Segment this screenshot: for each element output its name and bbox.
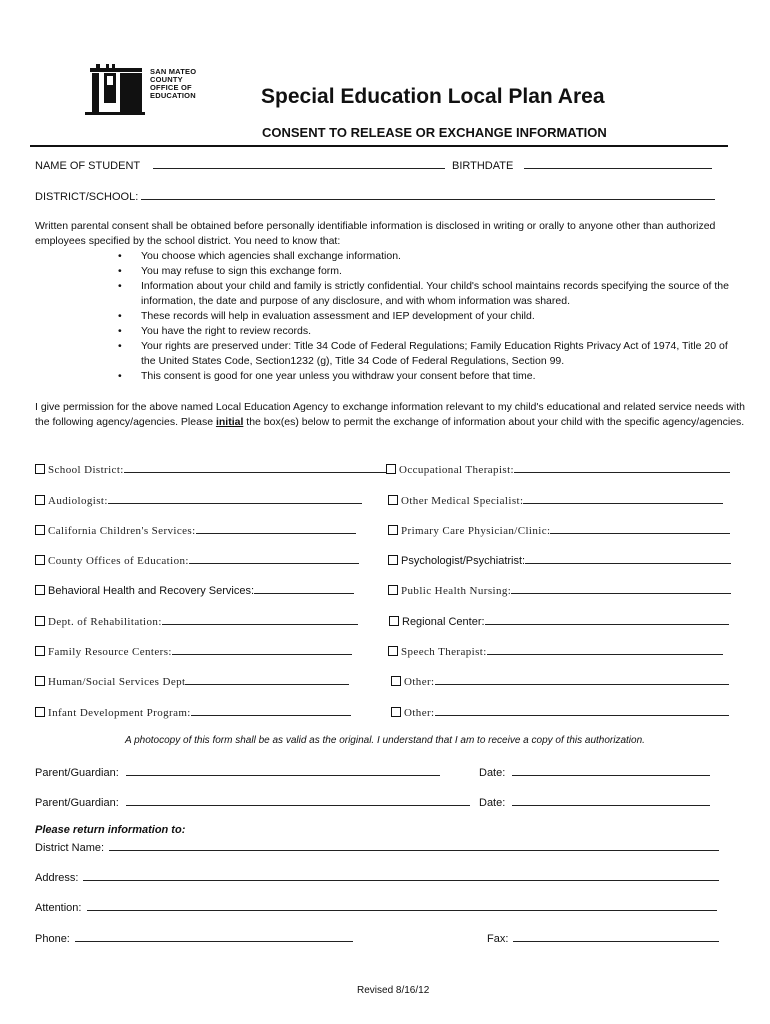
parent-guardian-signature-field[interactable]	[126, 794, 470, 806]
parent-guardian-row-1	[35, 764, 440, 779]
list-item: • You have the right to review records.	[118, 325, 312, 337]
address-row	[35, 869, 719, 884]
agency-psychologist[interactable]: Psychologist/Psychiatrist:	[388, 552, 731, 567]
county-logo	[82, 62, 222, 122]
logo-line: EDUCATION	[150, 91, 196, 100]
form-subtitle: CONSENT TO RELEASE OR EXCHANGE INFORMATION	[262, 125, 607, 140]
list-item: • These records will help in evaluation assessment and IEP development of your child.	[118, 310, 535, 322]
checkbox[interactable]	[388, 646, 398, 656]
line-field[interactable]	[196, 522, 356, 534]
logo-line: COUNTY	[150, 75, 183, 84]
list-item: • This consent is good for one year unless you withdraw your consent before that time.	[118, 370, 536, 382]
agency-dept-rehabilitation[interactable]: Dept. of Rehabilitation:	[35, 613, 358, 628]
header-divider	[30, 145, 728, 147]
district-name-field[interactable]	[109, 839, 719, 851]
checkbox[interactable]	[389, 616, 399, 626]
fax-row	[487, 930, 719, 945]
line-field[interactable]	[514, 461, 730, 473]
date-label: Date:	[479, 767, 506, 779]
phone-row	[35, 930, 353, 945]
checkbox[interactable]	[388, 585, 398, 595]
revision-date: Revised 8/16/12	[357, 985, 430, 996]
checkbox[interactable]	[388, 525, 398, 535]
agency-other-medical-specialist[interactable]: Other Medical Specialist:	[388, 492, 723, 507]
attention-field[interactable]	[87, 899, 717, 911]
date-field[interactable]	[512, 764, 710, 776]
checkbox[interactable]	[386, 464, 396, 474]
line-field[interactable]	[550, 522, 730, 534]
line-field[interactable]	[485, 613, 729, 625]
building-logo-icon	[82, 62, 146, 120]
district-school-label: DISTRICT/SCHOOL:	[35, 191, 139, 203]
checkbox[interactable]	[35, 616, 45, 626]
date-label: Date:	[479, 797, 506, 809]
line-field[interactable]	[523, 492, 723, 504]
line-field[interactable]	[172, 643, 352, 655]
checkbox[interactable]	[35, 495, 45, 505]
line-field[interactable]	[487, 643, 723, 655]
birthdate-label: BIRTHDATE	[452, 160, 514, 172]
agency-infant-development[interactable]: Infant Development Program:	[35, 704, 351, 719]
student-name-row	[35, 157, 445, 172]
checkbox[interactable]	[35, 676, 45, 686]
district-school-field[interactable]	[141, 188, 715, 200]
logo-line: OFFICE OF	[150, 83, 192, 92]
parent-guardian-label: Parent/Guardian:	[35, 797, 119, 809]
list-item: • You may refuse to sign this exchange form.	[118, 265, 342, 277]
checkbox[interactable]	[35, 555, 45, 565]
agency-audiologist[interactable]: Audiologist:	[35, 492, 362, 507]
district-name-label: District Name:	[35, 842, 105, 854]
checkbox[interactable]	[35, 707, 45, 717]
logo-line: SAN MATEO	[150, 67, 197, 76]
agency-occupational-therapist[interactable]: Occupational Therapist:	[386, 461, 730, 476]
phone-field[interactable]	[75, 930, 353, 942]
line-field[interactable]	[124, 461, 388, 473]
attention-label: Attention:	[35, 902, 82, 914]
agency-county-offices[interactable]: County Offices of Education:	[35, 552, 359, 567]
checkbox[interactable]	[388, 555, 398, 565]
parent-guardian-signature-field[interactable]	[126, 764, 440, 776]
agency-school-district[interactable]: School District:	[35, 461, 388, 476]
line-field[interactable]	[189, 552, 359, 564]
phone-label: Phone:	[35, 933, 70, 945]
list-item: • Your rights are preserved under: Title 34 Code of Federal Regulations; Family Education Rights Privacy Act of 1974, Title 20 of the United States Code, Section1232 (g), Title 34 Code of Federal Regulations, Section 99.	[118, 340, 728, 367]
intro-paragraph: Written parental consent shall be obtained before personally identifiable information is disclosed in writing or orally to anyone other than authorized employees specified by the school district. You need to know that:	[35, 220, 716, 247]
checkbox[interactable]	[391, 707, 401, 717]
page-title: Special Education Local Plan Area	[261, 85, 605, 108]
address-label: Address:	[35, 872, 79, 884]
line-field[interactable]	[162, 613, 358, 625]
permission-paragraph: I give permission for the above named Local Education Agency to exchange information relevant to my child's educational and related service needs with the following agency/agencies. Please initial the box(es) below to permit the exchange of information about your child with the specific agency/agencies.	[35, 401, 746, 428]
birthdate-field[interactable]	[524, 157, 712, 169]
agency-human-social-services[interactable]: Human/Social Services Dept	[35, 673, 349, 688]
list-item: • Information about your child and family is strictly confidential. Your child's school maintains records specifying the source of the information, the date and purpose of any disclosure, and with whom information was shared.	[118, 280, 729, 307]
fax-field[interactable]	[513, 930, 719, 942]
checkbox[interactable]	[35, 585, 45, 595]
checkbox[interactable]	[35, 525, 45, 535]
agency-primary-care[interactable]: Primary Care Physician/Clinic:	[388, 522, 730, 537]
date-row-2	[479, 794, 710, 809]
checkbox[interactable]	[35, 646, 45, 656]
line-field[interactable]	[254, 582, 354, 594]
student-name-label: NAME OF STUDENT	[35, 160, 140, 172]
checkbox[interactable]	[391, 676, 401, 686]
agency-family-resource-centers[interactable]: Family Resource Centers:	[35, 643, 352, 658]
date-row-1	[479, 764, 710, 779]
agency-behavioral-health[interactable]: Behavioral Health and Recovery Services:	[35, 582, 354, 597]
fax-label: Fax:	[487, 933, 509, 945]
photocopy-note: A photocopy of this form shall be as valid as the original. I understand that I am to receive a copy of this authorization.	[125, 735, 645, 746]
line-field[interactable]	[191, 704, 351, 716]
district-school-row	[35, 188, 715, 203]
line-field[interactable]	[108, 492, 362, 504]
agency-california-childrens-services[interactable]: California Children's Services:	[35, 522, 356, 537]
agency-other-2[interactable]: Other:	[391, 704, 729, 719]
list-item: • You choose which agencies shall exchange information.	[118, 250, 401, 262]
line-field[interactable]	[511, 582, 731, 594]
agency-speech-therapist[interactable]: Speech Therapist:	[388, 643, 723, 658]
line-field[interactable]	[435, 673, 729, 685]
rights-list	[35, 249, 745, 384]
address-field[interactable]	[83, 869, 719, 881]
parent-guardian-label: Parent/Guardian:	[35, 767, 119, 779]
line-field[interactable]	[185, 673, 349, 685]
student-name-field[interactable]	[153, 157, 445, 169]
return-info-heading: Please return information to:	[35, 824, 186, 836]
line-field[interactable]	[435, 704, 729, 716]
agency-public-health-nursing[interactable]: Public Health Nursing:	[388, 582, 731, 597]
birthdate-row	[452, 157, 712, 172]
checkbox[interactable]	[35, 464, 45, 474]
agency-regional-center[interactable]: Regional Center:	[389, 613, 729, 628]
agency-other-1[interactable]: Other:	[391, 673, 729, 688]
checkbox[interactable]	[388, 495, 398, 505]
date-field[interactable]	[512, 794, 710, 806]
initial-emphasis: initial	[215, 416, 244, 428]
attention-row	[35, 899, 717, 914]
line-field[interactable]	[525, 552, 731, 564]
parent-guardian-row-2	[35, 794, 470, 809]
district-name-row	[35, 839, 719, 854]
